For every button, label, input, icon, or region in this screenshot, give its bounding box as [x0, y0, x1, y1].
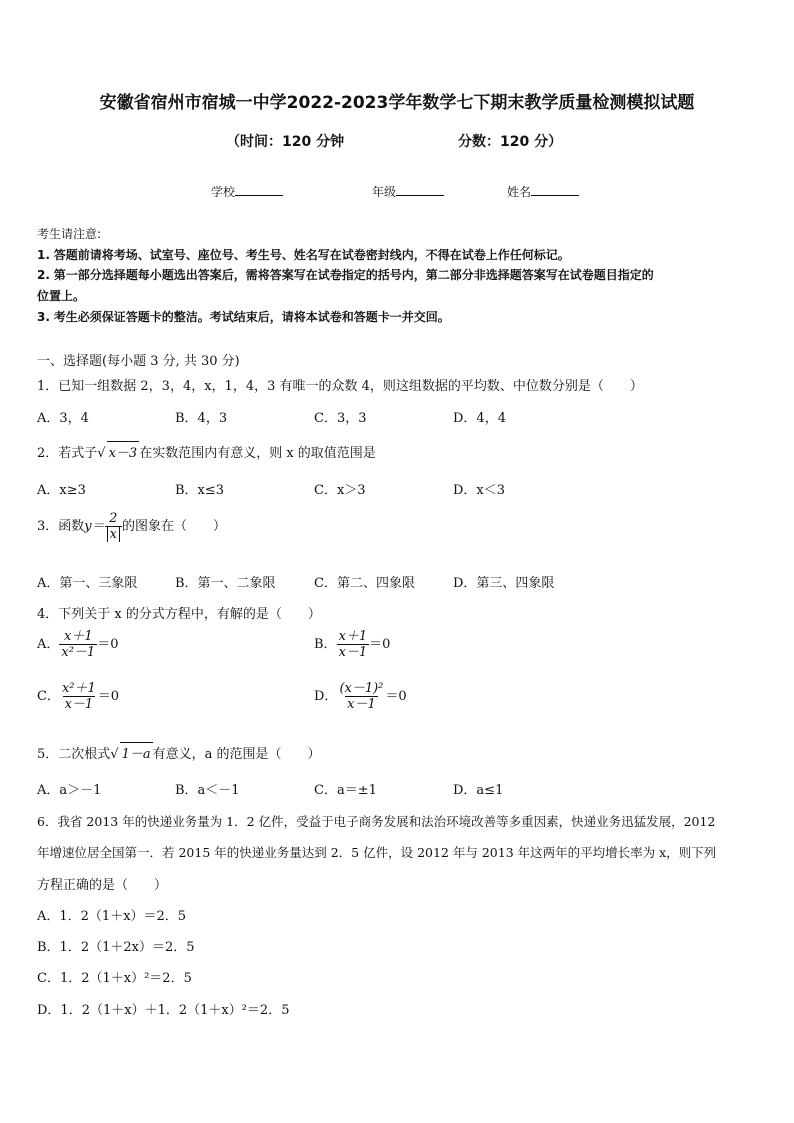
school-field — [211, 183, 283, 200]
question-3-stem: 3．函数y＝ $\frac{2}{x}$ 的图象在（ ） — [37, 511, 226, 542]
q1-option-b: B．4，3 — [175, 411, 228, 426]
q3-option-b: B．第一、二象限 — [175, 576, 276, 591]
q3-option-d: D．第三、四象限 — [453, 576, 555, 591]
q5-option-a: A．a＞－1 — [37, 783, 102, 798]
q2-radicand: x－3 — [107, 441, 140, 461]
name-field — [507, 183, 579, 200]
grade-label: 年级 — [372, 185, 397, 199]
q6-option-d: D．1．2（1＋x）＋1．2（1＋x）²＝2．5 — [37, 1003, 290, 1018]
question-2-stem: 2．若式子√ x－3 在实数范围内有意义，则 x 的取值范围是 — [37, 441, 376, 461]
q2-option-a: A．x≥3 — [37, 483, 86, 498]
q3-option-a: A．第一、三象限 — [37, 576, 138, 591]
name-blank — [531, 183, 579, 196]
notice-item: 1. 答题前请将考场、试室号、座位号、考生号、姓名写在试卷密封线内，不得在试卷上作任何标记。 — [37, 248, 570, 262]
notice-item: 位置上。 — [37, 289, 86, 303]
q5-radicand: 1－a — [120, 742, 153, 762]
q6-option-a: A．1．2（1＋x）＝2．5 — [37, 909, 187, 924]
q3-option-c: C．第二、四象限 — [314, 576, 415, 591]
q1-option-d: D．4，4 — [453, 411, 506, 426]
q5-option-d: D．a≤1 — [453, 783, 504, 798]
school-label: 学校 — [211, 185, 236, 199]
q4-option-b: B． $\frac{x+1}{x-1}$ ＝0 — [314, 629, 391, 660]
page-title: 安徽省宿州市宿城一中学2022-2023学年数学七下期末教学质量检测模拟试题 — [99, 93, 695, 113]
q2-option-b: B．x≤3 — [175, 483, 225, 498]
notice-item: 2. 第一部分选择题每小题选出答案后，需将答案写在试卷指定的括号内，第二部分非选择题答案写在试卷题目指定的 — [37, 268, 654, 282]
exam-time: （时间：120 分钟 — [226, 134, 345, 150]
section-heading: 一、选择题(每小题 3 分, 共 30 分) — [37, 354, 240, 369]
q1-option-a: A．3，4 — [37, 411, 89, 426]
notice-item: 3. 考生必须保证答题卡的整洁。考试结束后，请将本试卷和答题卡一并交回。 — [37, 310, 450, 324]
school-blank — [235, 183, 283, 196]
q4-option-a: A． $\frac{x+1}{\text{x²－1}}$ ＝0 — [37, 629, 119, 660]
notice-heading: 考生请注意: — [37, 227, 102, 241]
question-6-line: 年增速位居全国第一．若 2015 年的快递业务量达到 2．5 亿件，设 2012 年与 2013 年这两年的平均增长率为 x，则下列 — [37, 845, 717, 860]
q5-option-b: B．a＜－1 — [175, 783, 240, 798]
question-4-stem: 4．下列关于 x 的分式方程中，有解的是（ ） — [37, 607, 321, 622]
q1-option-c: C．3，3 — [314, 411, 367, 426]
exam-score: 分数：120 分） — [458, 134, 563, 150]
question-1-stem: 1．已知一组数据 2，3，4，x，1，4，3 有唯一的众数 4，则这组数据的平均数、中位数分别是（ ） — [37, 379, 643, 394]
grade-field — [372, 183, 444, 200]
q6-option-b: B．1．2（1＋2x）＝2．5 — [37, 940, 195, 955]
q2-option-d: D．x＜3 — [453, 483, 506, 498]
question-6-line: 6．我省 2013 年的快递业务量为 1．2 亿件，受益于电子商务发展和法治环境改善等多重因素，快递业务迅猛发展，2012 — [37, 814, 716, 829]
grade-blank — [396, 183, 444, 196]
q4-option-d: D． $\frac{\text{(x－1)²}}{x-1}$ ＝0 — [314, 681, 407, 712]
q2-option-c: C．x＞3 — [314, 483, 366, 498]
name-label: 姓名 — [507, 185, 532, 199]
question-6-line: 方程正确的是（ ） — [37, 878, 168, 893]
q4-option-c: C． $\frac{\text{x²＋1}}{x-1}$ ＝0 — [37, 681, 120, 712]
q3-fraction: $\frac{2}{x}$ — [105, 511, 122, 542]
q5-option-c: C．a＝±1 — [314, 783, 377, 798]
question-5-stem: 5．二次根式√ 1－a 有意义，a 的范围是（ ） — [37, 742, 321, 762]
q6-option-c: C．1．2（1＋x）²＝2．5 — [37, 971, 192, 986]
